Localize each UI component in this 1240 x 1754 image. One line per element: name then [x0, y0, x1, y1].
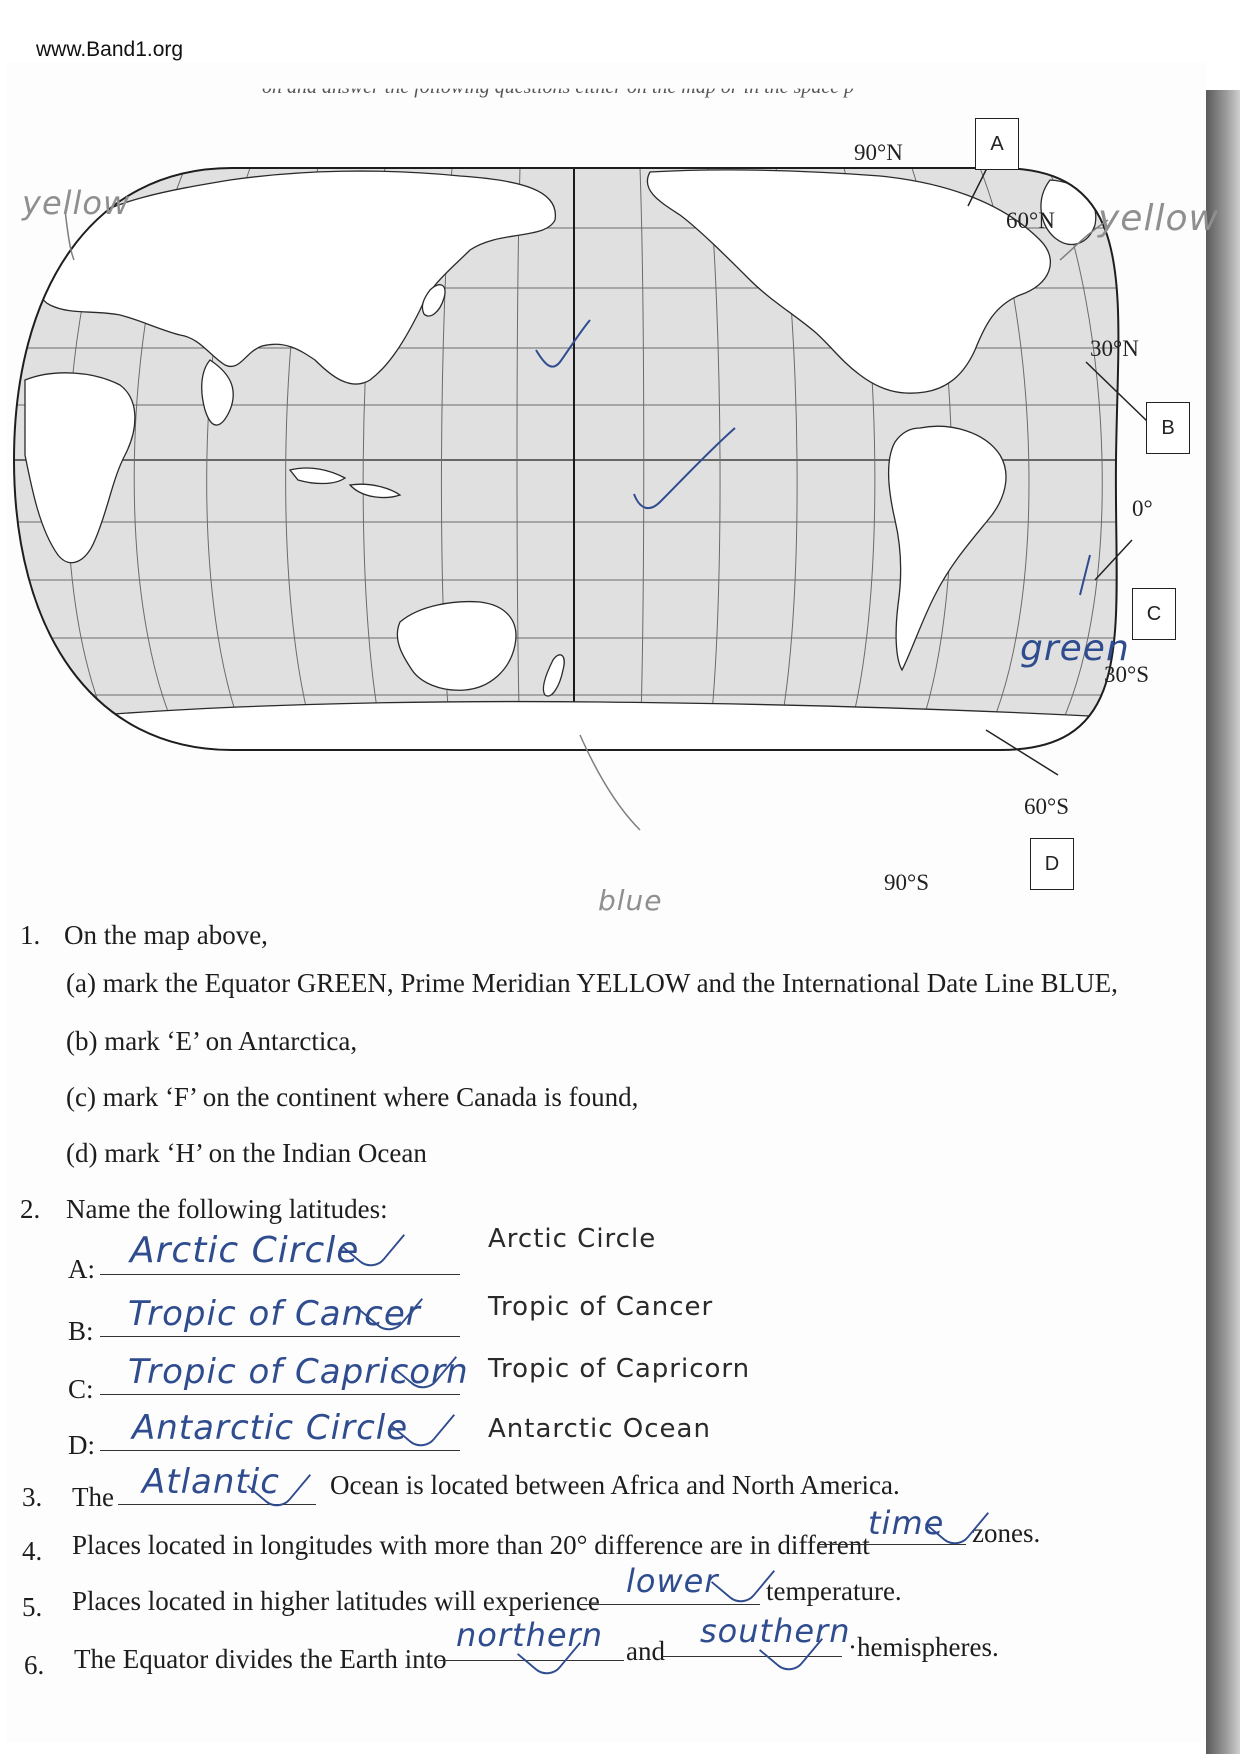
q2-answer-d: Antarctic Circle	[132, 1408, 409, 1448]
site-watermark: www.Band1.org	[36, 38, 184, 61]
q6-number: 6.	[24, 1650, 45, 1680]
lat-label-30s: 30°S	[1104, 662, 1149, 687]
lat-label-60s: 60°S	[1024, 794, 1069, 819]
annotation-yellow-right: yellow	[1098, 198, 1219, 239]
q3-blank	[118, 1504, 316, 1505]
q2-label-d: D:	[68, 1430, 95, 1460]
q2-intro: Name the following latitudes:	[66, 1194, 388, 1224]
q1-part-c: (c) mark ‘F’ on the continent where Canada is found,	[66, 1082, 639, 1112]
q3-answer: Atlantic	[142, 1462, 280, 1502]
q2-label-c: C:	[68, 1374, 94, 1404]
q5-blank	[580, 1604, 760, 1605]
q2-answer-c: Tropic of Capricorn	[128, 1352, 469, 1392]
q6-pre: The Equator divides the Earth into	[74, 1644, 447, 1674]
q3-pre: The	[72, 1482, 114, 1512]
q4-answer: time	[868, 1504, 945, 1542]
q5-answer: lower	[626, 1562, 719, 1600]
lat-label-60n: 60°N	[1006, 208, 1055, 233]
lat-label-equator: 0°	[1132, 496, 1153, 521]
box-c: C	[1132, 588, 1176, 640]
q2-correction-a: Arctic Circle	[488, 1224, 657, 1254]
q6-answer-2: southern	[700, 1612, 851, 1650]
box-a: A	[975, 118, 1019, 170]
q5-number: 5.	[22, 1592, 43, 1622]
q2-number: 2.	[20, 1194, 41, 1224]
q2-blank-a	[100, 1274, 460, 1275]
q2-correction-c: Tropic of Capricorn	[488, 1354, 751, 1384]
box-b: B	[1146, 402, 1190, 454]
annotation-blue: blue	[598, 884, 663, 917]
q4-blank	[818, 1544, 966, 1545]
q6-blank-2	[662, 1656, 842, 1657]
q2-correction-b: Tropic of Cancer	[488, 1292, 714, 1322]
q6-post: ·hemispheres.	[848, 1632, 999, 1662]
q5-post: temperature.	[766, 1576, 902, 1606]
lat-label-30n: 30°N	[1090, 336, 1139, 361]
q2-answer-b: Tropic of Cancer	[128, 1294, 421, 1334]
box-d: D	[1030, 838, 1074, 890]
q6-answer-1: northern	[456, 1616, 603, 1654]
q4-number: 4.	[22, 1536, 43, 1566]
annotation-yellow-left: yellow	[22, 184, 131, 222]
q2-label-a: A:	[68, 1254, 95, 1284]
annotation-green: green	[1020, 628, 1130, 669]
q1-intro: On the map above,	[64, 920, 268, 950]
q3-post: Ocean is located between Africa and North America.	[330, 1470, 900, 1500]
q1-number: 1.	[20, 920, 41, 950]
q4-pre: Places located in longitudes with more than 20° difference are in different	[72, 1530, 870, 1560]
q5-pre: Places located in higher latitudes will experience	[72, 1586, 600, 1616]
q2-answer-a: Arctic Circle	[130, 1230, 360, 1271]
lat-label-90n: 90°N	[854, 140, 903, 165]
q1-part-a: (a) mark the Equator GREEN, Prime Meridian YELLOW and the International Date Line BLUE,	[66, 968, 1118, 998]
q2-blank-b	[100, 1336, 460, 1337]
q2-correction-d: Antarctic Ocean	[488, 1414, 711, 1444]
q4-post: zones.	[972, 1518, 1041, 1548]
q2-label-b: B:	[68, 1316, 94, 1346]
q6-mid: and	[626, 1636, 665, 1666]
q1-part-d: (d) mark ‘H’ on the Indian Ocean	[66, 1138, 427, 1168]
q2-blank-c	[100, 1394, 460, 1395]
q1-part-b: (b) mark ‘E’ on Antarctica,	[66, 1026, 358, 1056]
lat-label-90s: 90°S	[884, 870, 929, 895]
q3-number: 3.	[22, 1482, 43, 1512]
